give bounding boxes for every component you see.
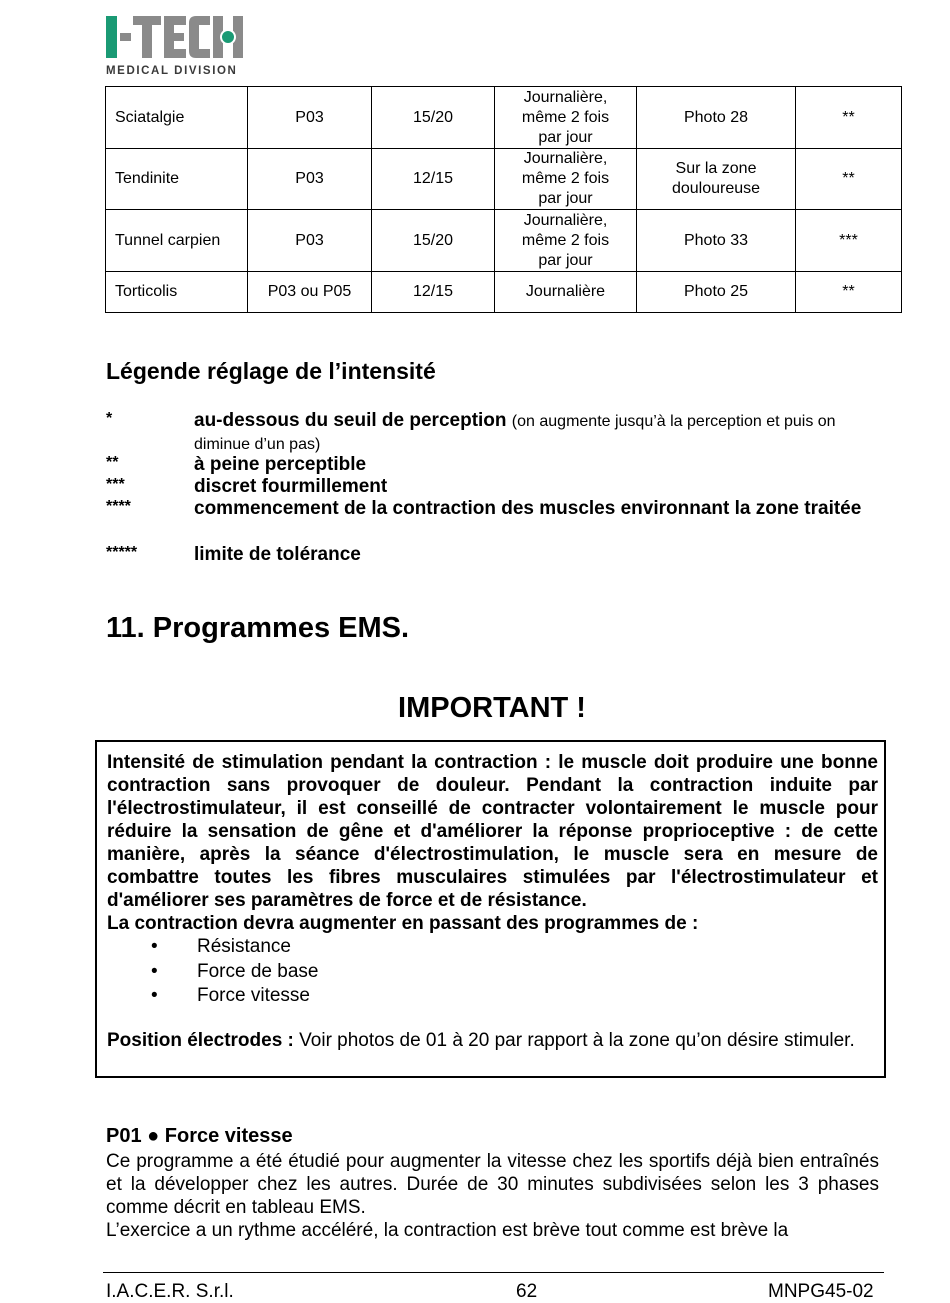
legend-item (106, 476, 866, 498)
legend-symbol: **** (106, 498, 131, 515)
cell-frequency-line: par jour (538, 128, 593, 146)
p01-body (106, 1150, 879, 1242)
cell-program: P03 (248, 210, 372, 272)
cell-electrodes (637, 149, 796, 210)
cell-setting: 12/15 (372, 149, 495, 210)
cell-electrodes-line: Photo 33 (683, 231, 749, 249)
cell-electrodes-line: Sur la zone (675, 160, 757, 177)
cell-frequency-line: Journalière, (523, 150, 608, 167)
legend-item (106, 544, 866, 566)
cell-frequency-line: Journalière, (523, 211, 608, 229)
legend-text (194, 498, 874, 520)
legend-symbol: * (106, 410, 113, 427)
electrode-position-note (107, 1029, 878, 1052)
cell-condition: Torticolis (106, 272, 248, 313)
footer-page-number: 62 (516, 1281, 538, 1302)
legend-item (106, 410, 866, 454)
cell-setting: 12/15 (372, 272, 495, 313)
legend-description: limite de tolérance (194, 544, 361, 565)
program-bullet-item (107, 984, 878, 1009)
p01-paragraph: Ce programme a été étudié pour augmenter la vitesse chez les sportifs déjà bien entraînés et la développer chez les autres. Durée de 30 minutes subdivisées selon les 3 phases comme décrit en tableau EMS. (106, 1151, 879, 1218)
cell-frequency-line: par jour (538, 190, 593, 207)
cell-program: P03 ou P05 (248, 272, 372, 313)
legend-item (106, 454, 866, 476)
cell-setting: 15/20 (372, 210, 495, 272)
cell-frequency-line: Journalière (525, 283, 606, 300)
program-bullet-label: Force de base (197, 960, 319, 982)
logo-division-text: MEDICAL DIVISION (106, 65, 238, 77)
table-row (106, 87, 902, 149)
electrode-position-text: Voir photos de 01 à 20 par rapport à la zone qu’on désire stimuler. (293, 1029, 855, 1051)
cell-frequency-line: par jour (538, 251, 593, 269)
cell-frequency (495, 87, 637, 149)
important-box (95, 740, 886, 1078)
cell-intensity: ** (796, 272, 902, 313)
footer-doc-code: MNPG45-02 (768, 1281, 874, 1302)
section-title: 11. Programmes EMS. (106, 612, 410, 644)
cell-condition: Tendinite (106, 149, 248, 210)
cell-electrodes (637, 210, 796, 272)
footer-divider (103, 1272, 884, 1273)
cell-frequency-line: Journalière, (523, 88, 608, 106)
legend-description: discret fourmillement (194, 476, 388, 497)
legend-symbol: ** (106, 454, 119, 471)
bullet-icon: • (151, 936, 158, 957)
cell-electrodes-line: Photo 25 (683, 283, 749, 300)
important-intro: La contraction devra augmenter en passant des programmes de : (107, 913, 699, 934)
table-row (106, 272, 902, 313)
legend-description: au-dessous du seuil de perception (194, 410, 507, 431)
legend-note: (on augmente jusqu’à la perception et puis on diminue d’un pas) (194, 413, 836, 453)
program-bullet-label: Force vitesse (197, 985, 310, 1006)
company-logo (106, 14, 246, 78)
legend-symbol: *** (106, 476, 125, 493)
cell-electrodes-line: Photo 28 (683, 108, 749, 126)
cell-electrodes-line: douloureuse (671, 180, 761, 197)
treatment-table (105, 86, 902, 313)
legend-item (106, 498, 866, 544)
program-bullet-item (107, 935, 878, 960)
cell-frequency (495, 210, 637, 272)
cell-frequency (495, 272, 637, 313)
cell-condition: Tunnel carpien (106, 210, 248, 272)
bullet-icon: • (151, 985, 158, 1006)
cell-program: P03 (248, 149, 372, 210)
program-bullet-label: Résistance (197, 936, 291, 957)
cell-frequency-line: même 2 fois (521, 231, 610, 249)
important-heading: IMPORTANT ! (398, 692, 586, 724)
cell-setting: 15/20 (372, 87, 495, 149)
cell-electrodes (637, 87, 796, 149)
legend-text (194, 454, 874, 476)
cell-intensity: ** (796, 149, 902, 210)
cell-condition: Sciatalgie (106, 87, 248, 149)
important-paragraph: Intensité de stimulation pendant la contraction : le muscle doit produire une bonne contraction sans provoquer de douleur. Pendant la contraction induite par l'électrostimulateur, il est conseillé de contracter volontairement le muscle pour réduire la sensation de gêne et d'améliorer la réponse proprioceptive : de cette manière, après la séance d'électrostimulation, le muscle sera en mesure de combattre toutes les fibres musculaires stimulées par l'électrostimulateur et d'améliorer ses paramètres de force et de résistance. (107, 752, 878, 911)
footer-company: I.A.C.E.R. S.r.l. (106, 1281, 234, 1302)
legend-text (194, 544, 874, 566)
cell-frequency (495, 149, 637, 210)
cell-program: P03 (248, 87, 372, 149)
cell-intensity: ** (796, 87, 902, 149)
legend-text (194, 476, 874, 498)
legend-description: commencement de la contraction des muscles environnant la zone traitée (194, 498, 862, 519)
program-bullet-item (107, 960, 878, 985)
program-bullet-list (107, 935, 878, 1009)
cell-frequency-line: même 2 fois (521, 170, 610, 187)
p01-title: P01 ● Force vitesse (106, 1125, 293, 1147)
table-row (106, 149, 902, 210)
electrode-position-label: Position électrodes : (107, 1029, 294, 1051)
cell-electrodes (637, 272, 796, 313)
legend-title: Légende réglage de l’intensité (106, 358, 436, 384)
legend-text (194, 410, 874, 456)
legend-description: à peine perceptible (194, 454, 367, 475)
bullet-icon: • (151, 960, 158, 982)
cell-frequency-line: même 2 fois (521, 108, 610, 126)
legend-symbol: ***** (106, 544, 138, 561)
cell-intensity: *** (796, 210, 902, 272)
p01-paragraph: L’exercice a un rythme accéléré, la contraction est brève tout comme est brève la (106, 1220, 789, 1241)
table-row (106, 210, 902, 272)
i-tech-logo-mark (106, 14, 246, 78)
